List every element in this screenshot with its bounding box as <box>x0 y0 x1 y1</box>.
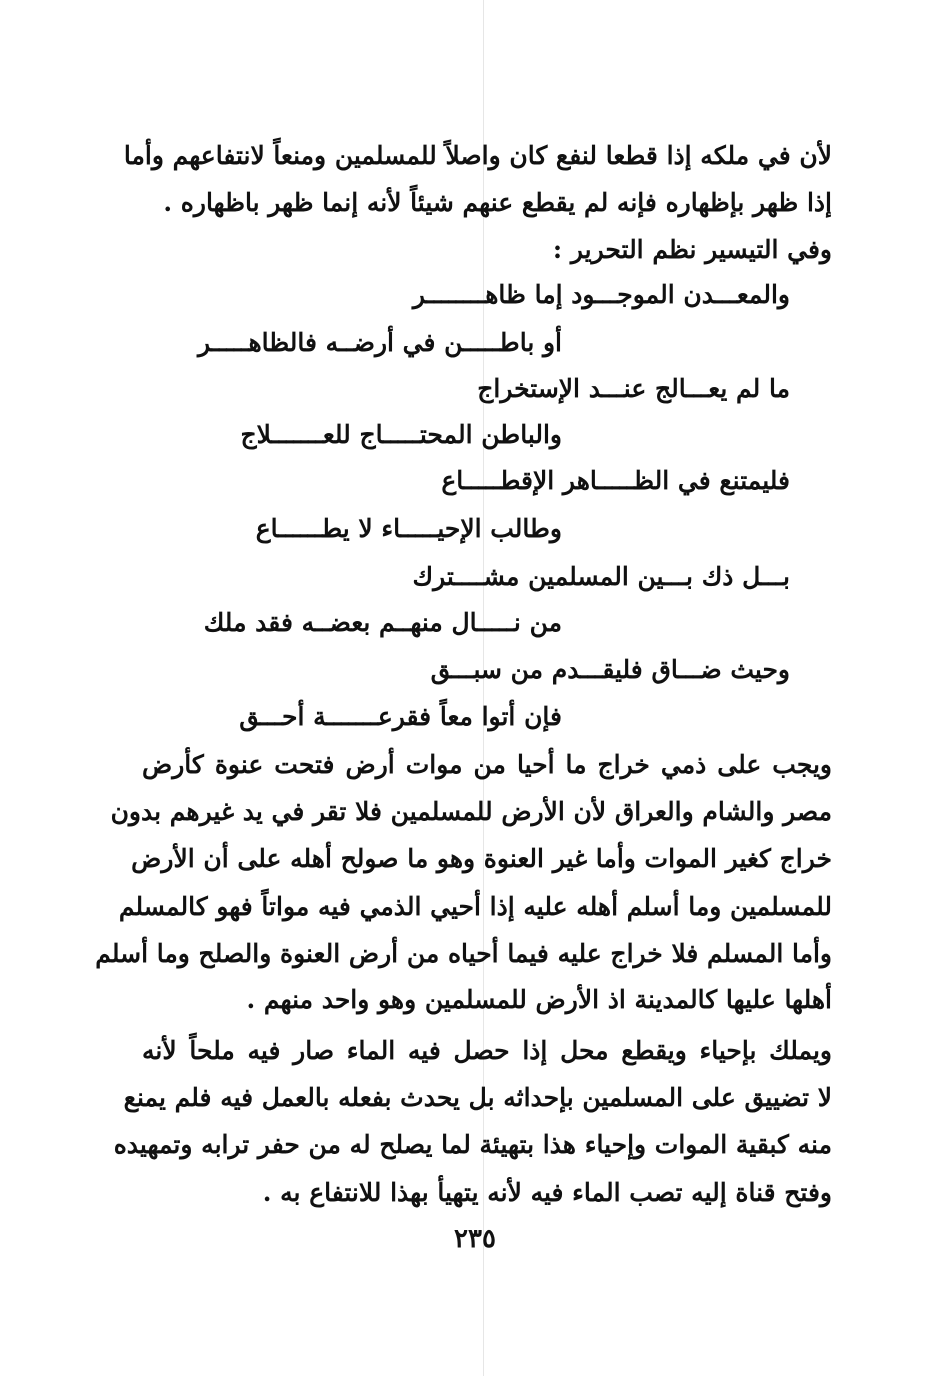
text-line: ويجب على ذمي خراج ما أحيا من موات أرض فتحت عنوة كأرض <box>142 750 832 779</box>
text-line: خراج كغير الموات وأما غير العنوة وهو ما صولح أهله على أن الأرض <box>131 844 832 873</box>
verse-line: وحيث ضـــاق فليقـــدم من سبـــق <box>430 655 790 684</box>
verse-line: والمعـــدن الموجـــود إما ظاهــــــــر <box>412 280 790 309</box>
verse-line: وطالب الإحيـــــاء لا يطــــــاع <box>255 514 562 543</box>
text-line: ويملك بإحياء ويقطع محل إذا حصل فيه الماء صار فيه ملحاً لأنه <box>142 1036 832 1065</box>
verse-line: بـــل ذك بـــين المسلمين مشــــترك <box>412 562 790 591</box>
text-line: لا تضييق على المسلمين بإحداثه بل يحدث بفعله بالعمل فيه فلم يمنع <box>123 1083 832 1112</box>
text-line: منه كبقية الموات وإحياء هذا بتهيئة لما يصلح له من حفر ترابه وتمهيده <box>113 1130 832 1159</box>
verse-line: فإن أتوا معاً فقرعـــــــة أحـــق <box>239 702 562 731</box>
verse-line: والباطن المحتـــــاج للعـــــــلاج <box>240 420 562 449</box>
text-line: إذا ظهر بإظهاره فإنه لم يقطع عنهم شيئاً لأنه إنما ظهر باظهاره . <box>163 188 832 217</box>
verse-line: أو باطـــــن في أرضــه فالظاهـــــر <box>198 328 562 357</box>
text-line: للمسلمين وما أسلم أهله عليه إذا أحيي الذمي فيه مواتاً فهو كالمسلم <box>118 892 832 921</box>
text-line: وفتح قناة إليه تصب الماء فيه لأنه يتهيأ بهذا للانتفاع به . <box>262 1178 832 1207</box>
verse-line: من نـــــال منهــم بعضــه فقد ملك <box>203 608 562 637</box>
text-line: أهلها عليها كالمدينة اذ الأرض للمسلمين وهو واحد منهم . <box>246 985 832 1014</box>
text-line: وأما المسلم فلا خراج عليه فيما أحياه من أرض العنوة والصلح وما أسلم <box>95 939 832 968</box>
verse-line: ما لم يعـــالج عنـــد الإستخراج <box>477 374 790 403</box>
page-number: ٢٣٥ <box>454 1224 496 1254</box>
text-line: لأن في ملكه إذا قطعا لنفع كان واصلاً للمسلمين ومنعاً لانتفاعهم وأما <box>123 141 832 170</box>
verse-line: فليمتنع في الظـــــاهر الإقطـــــاع <box>441 466 790 495</box>
text-line: مصر والشام والعراق لأن الأرض للمسلمين فلا تقر في يد غيرهم بدون <box>110 797 832 826</box>
text-line: وفي التيسير نظم التحرير : <box>552 235 832 264</box>
